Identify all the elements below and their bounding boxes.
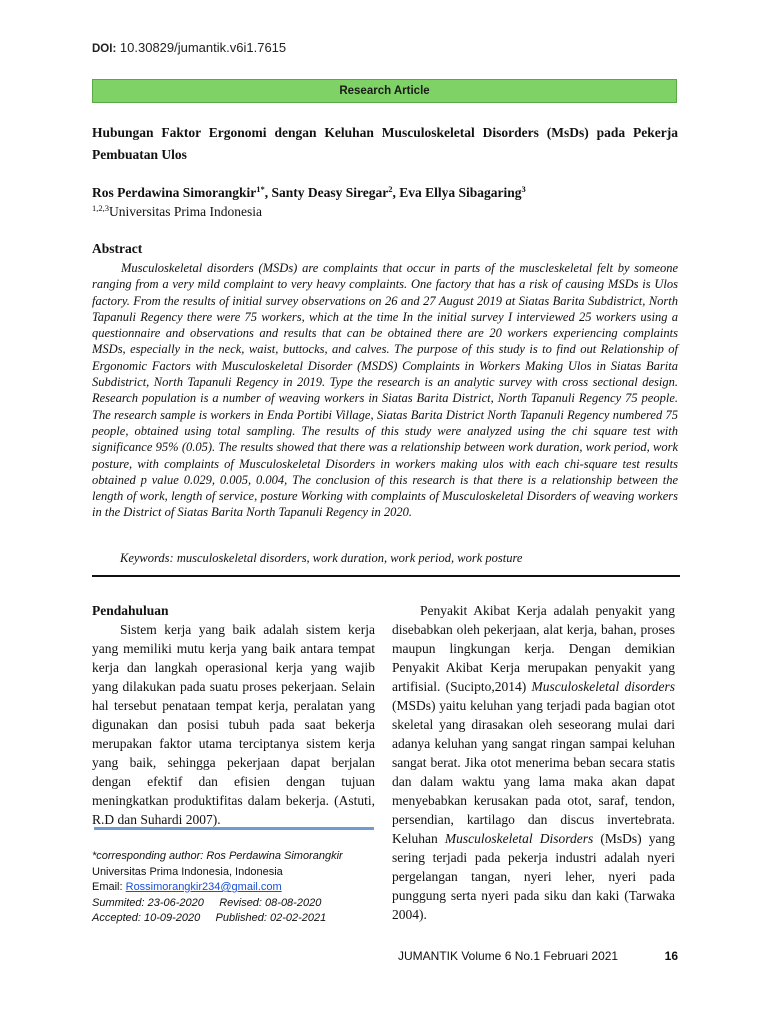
doi-label: DOI: — [92, 43, 117, 55]
affiliation-mark: 1,2,3 — [92, 203, 109, 213]
author-mark: 3 — [521, 184, 526, 194]
abstract-text: Musculoskeletal disorders (MSDs) are complaints that occur in parts of the muscleskeletal felt by someone ranging from a very mild complaint to very heavy complaints. One factory that has a risk of causing MSDs is Ulos factory. From the results of initial survey observations on 26 and 27 August 2019 at Siatas Barita Subdistrict, North Tapanuli Regency there were 75 workers, which at the time In the initial survey I interviewed 25 workers using a questionnaire and observations and results that can be obtained there are 20 workers experiencing complaints MSDs, especially in the neck, waist, buttocks, and calves. The purpose of this study is to find out Relationship of Ergonomic Factors with Musculoskeletal Disorder (MSDS) Complaints in Workers Making Ulos in Siatas Barita Subdistrict, North Tapanuli Regency in 2019. Type the research is an analytic survey with cross sectional design. Research population is a number of weaving workers in Siatas Barita District, North Tapanuli Regency 75 people. The research sample is workers in Enda Portibi Village, Siatas Barita District North Tapanuli Regency numbered 75 people, obtained using total sampling. The results of this study were analyzed using the chi square test with significance 95% (0.05). The results showed that there was a relationship between work duration, work period, work posture, with complaints of Musculoskeletal Disorders in workers making ulos with each chi-square test results obtained p value 0.029, 0.005, 0.004, The conclusion of this research is that there is a relationship between the length of work, length of service, posture Working with complaints of Musculoskeletal Disorders of weaving workers in the District of Siatas Barita North Tapanuli Regency in 2020. — [92, 261, 678, 520]
author-name: Ros Perdawina Simorangkir — [92, 185, 257, 200]
article-type-label: Research Article — [339, 85, 430, 97]
doi-line — [92, 40, 286, 55]
email-line — [92, 880, 382, 896]
affiliation-name: Universitas Prima Indonesia — [109, 204, 262, 219]
author-name: Eva Ellya Sibagaring — [399, 185, 522, 200]
submitted-date: Summited: 23-06-2020 — [92, 896, 204, 909]
author-name: Santy Deasy Siregar — [271, 185, 389, 200]
author-list — [92, 184, 678, 201]
author-separator: , — [264, 185, 272, 200]
left-column — [92, 601, 375, 829]
accepted-published — [92, 911, 382, 927]
published-date: Published: 02-02-2021 — [215, 912, 327, 924]
section-divider — [92, 575, 680, 577]
email-link[interactable]: Rossimorangkir234@gmail.com — [125, 881, 282, 893]
author-separator: , — [392, 185, 400, 200]
journal-info: JUMANTIK Volume 6 No.1 Februari 2021 — [398, 949, 619, 963]
right-paragraph-text: (MSDs) yaitu keluhan yang terjadi pada bagian otot skeletal yang dirasakan oleh seseorang mulai dari adanya keluhan yang sangat ringan sampai keluhan sangat berat. Jika otot menerima beban secara statis dan dalam waktu yang lama maka akan dapat menyebabkan kerusakan pada otot, saraf, tendon, persendian, kartilago dan discus invertebrata. Keluhan — [392, 698, 675, 846]
corresponding-author: *corresponding author: Ros Perdawina Simorangkir — [92, 850, 343, 862]
section-heading: Pendahuluan — [92, 603, 169, 618]
institution: Universitas Prima Indonesia, Indonesia — [92, 865, 283, 878]
right-paragraph-text: (MsDs) yang sering terjadi pada pekerja industri adalah nyeri pergelangan tangan, nyeri leher, nyeri pada punggung serta nyeri pada siku dan kaki (Tarwaka 2004). — [392, 831, 676, 922]
footnote-divider — [94, 827, 374, 830]
revised-date: Revised: 08-08-2020 — [219, 896, 322, 909]
email-label: Email: — [92, 881, 126, 893]
footnote — [92, 849, 382, 927]
affiliation — [92, 203, 262, 220]
author-mark: 1* — [256, 184, 265, 194]
article-title: Hubungan Faktor Ergonomi dengan Keluhan Musculoskeletal Disorders (MsDs) pada Pekerja Pembuatan Ulos — [92, 125, 678, 162]
right-paragraph-text: Penyakit Akibat Kerja adalah penyakit yang disebabkan oleh pekerjaan, alat kerja, bahan, proses maupun lingkungan kerja. Dengan demikian Penyakit Akibat Kerja merupakan penyakit yang artifisial. (Sucipto,2014) — [392, 603, 675, 694]
right-paragraph — [392, 601, 675, 924]
accepted-date: Accepted: 10-09-2020 — [92, 912, 201, 924]
article-type-banner — [92, 79, 677, 103]
doi-value: 10.30829/jumantik.v6i1.7615 — [119, 40, 287, 55]
right-column — [392, 601, 675, 924]
right-paragraph-italic: Musculoskeletal Disorders — [444, 831, 594, 846]
abstract-heading: Abstract — [92, 241, 143, 256]
author-mark: 2 — [388, 184, 393, 194]
page-footer — [398, 949, 678, 963]
submitted-revised — [92, 896, 382, 912]
right-paragraph-italic: Musculoskeletal disorders — [531, 679, 675, 694]
keywords: Keywords: musculoskeletal disorders, work duration, work period, work posture — [120, 551, 523, 565]
page-number: 16 — [664, 949, 678, 963]
left-paragraph: Sistem kerja yang baik adalah sistem kerja yang memiliki mutu kerja yang baik antara tempat kerja dan langkah operasional kerja yang wajib yang dilakukan pada suatu proses pekerjaan. Selain hal tersebut penataan tempat kerja, peralatan yang digunakan dan posisi tubuh pada saat bekerja merupakan faktor utama terciptanya sistem kerja yang baik, sehingga pekerjaan dapat berjalan dengan efektif dan efisien dengan tujuan meningkatkan produktifitas dalam bekerja. (Astuti, R.D dan Suhardi 2007). — [92, 622, 375, 827]
